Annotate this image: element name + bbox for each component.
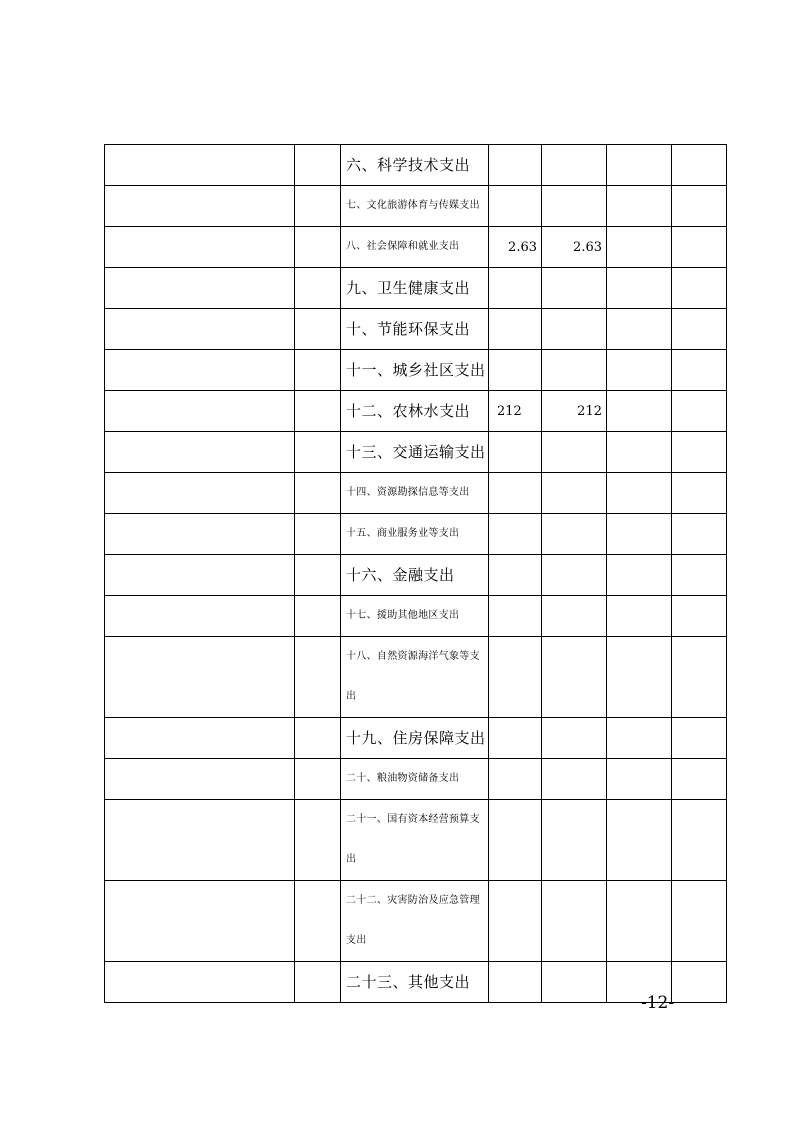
value-cell [607, 881, 672, 962]
value-cell [542, 800, 607, 881]
table-row [105, 350, 727, 391]
table-row [105, 555, 727, 596]
value-cell [489, 350, 542, 391]
table-cell [105, 881, 295, 962]
value-cell [672, 473, 727, 514]
category-cell: 二十一、国有资本经营预算支出 [341, 800, 489, 881]
value-cell [672, 309, 727, 350]
value-cell: 212 [489, 391, 542, 432]
value-cell [489, 555, 542, 596]
table-row [105, 309, 727, 350]
value-cell [489, 268, 542, 309]
table-cell [295, 555, 341, 596]
value-cell [607, 391, 672, 432]
table-cell [105, 268, 295, 309]
table-cell [105, 432, 295, 473]
category-cell: 八、社会保障和就业支出 [341, 227, 489, 268]
table-cell [295, 514, 341, 555]
category-cell: 十、节能环保支出 [341, 309, 489, 350]
value-cell [607, 596, 672, 637]
value-cell [607, 145, 672, 186]
budget-expenditure-table [104, 144, 727, 1003]
value-cell [489, 309, 542, 350]
category-cell: 十七、援助其他地区支出 [341, 596, 489, 637]
category-cell: 九、卫生健康支出 [341, 268, 489, 309]
value-cell [672, 514, 727, 555]
value-cell [672, 227, 727, 268]
value-cell [672, 718, 727, 759]
table-cell [105, 759, 295, 800]
table-row [105, 432, 727, 473]
table-cell [295, 432, 341, 473]
table-cell [105, 145, 295, 186]
value-cell [672, 555, 727, 596]
table-row [105, 473, 727, 514]
value-cell: 212 [542, 391, 607, 432]
page-number: -12- [641, 993, 675, 1013]
category-cell: 二十、粮油物资储备支出 [341, 759, 489, 800]
value-cell [672, 596, 727, 637]
value-cell [607, 800, 672, 881]
value-cell [542, 555, 607, 596]
value-cell [607, 514, 672, 555]
table-cell [295, 596, 341, 637]
value-cell [607, 186, 672, 227]
table-cell [105, 309, 295, 350]
value-cell [672, 962, 727, 1003]
value-cell [672, 881, 727, 962]
value-cell [607, 718, 672, 759]
table-row [105, 145, 727, 186]
value-cell [672, 145, 727, 186]
value-cell [607, 432, 672, 473]
value-cell [672, 637, 727, 718]
value-cell [489, 637, 542, 718]
category-cell: 十四、资源勘探信息等支出 [341, 473, 489, 514]
table-cell [295, 391, 341, 432]
value-cell [607, 350, 672, 391]
value-cell [672, 800, 727, 881]
table-row [105, 800, 727, 881]
category-cell: 七、文化旅游体育与传媒支出 [341, 186, 489, 227]
value-cell [607, 268, 672, 309]
value-cell [607, 637, 672, 718]
value-cell [542, 350, 607, 391]
value-cell [489, 432, 542, 473]
table-cell [105, 596, 295, 637]
value-cell [607, 759, 672, 800]
category-cell: 二十三、其他支出 [341, 962, 489, 1003]
value-cell [542, 432, 607, 473]
category-cell: 十六、金融支出 [341, 555, 489, 596]
table-row [105, 186, 727, 227]
value-cell [489, 962, 542, 1003]
value-cell [542, 514, 607, 555]
table-cell [105, 555, 295, 596]
table-cell [105, 718, 295, 759]
table-cell [295, 637, 341, 718]
value-cell [607, 555, 672, 596]
value-cell [542, 268, 607, 309]
value-cell [542, 881, 607, 962]
value-cell [489, 596, 542, 637]
table-row [105, 391, 727, 432]
table-cell [105, 637, 295, 718]
table-cell [295, 473, 341, 514]
value-cell [542, 962, 607, 1003]
value-cell [542, 309, 607, 350]
category-cell: 十一、城乡社区支出 [341, 350, 489, 391]
value-cell [489, 759, 542, 800]
table-cell [105, 514, 295, 555]
table-row [105, 637, 727, 718]
table-cell [105, 962, 295, 1003]
value-cell [542, 186, 607, 227]
value-cell [607, 227, 672, 268]
value-cell: 2.63 [542, 227, 607, 268]
table-cell [295, 759, 341, 800]
value-cell [672, 432, 727, 473]
category-cell: 十九、住房保障支出 [341, 718, 489, 759]
table-cell [295, 145, 341, 186]
table-row [105, 227, 727, 268]
value-cell [542, 718, 607, 759]
value-cell [542, 473, 607, 514]
value-cell [489, 881, 542, 962]
table-cell [295, 881, 341, 962]
category-cell: 六、科学技术支出 [341, 145, 489, 186]
value-cell [489, 800, 542, 881]
table-cell [295, 309, 341, 350]
value-cell [489, 145, 542, 186]
category-cell: 十二、农林水支出 [341, 391, 489, 432]
value-cell [489, 473, 542, 514]
value-cell [489, 514, 542, 555]
value-cell [607, 473, 672, 514]
table-row [105, 759, 727, 800]
value-cell [489, 718, 542, 759]
value-cell [672, 268, 727, 309]
table-cell [295, 350, 341, 391]
value-cell [672, 759, 727, 800]
table-cell [295, 800, 341, 881]
value-cell [672, 350, 727, 391]
table-cell [295, 227, 341, 268]
table-cell [295, 186, 341, 227]
category-cell: 十五、商业服务业等支出 [341, 514, 489, 555]
table-cell [105, 800, 295, 881]
value-cell [672, 186, 727, 227]
value-cell [542, 596, 607, 637]
category-cell: 十八、自然资源海洋气象等支出 [341, 637, 489, 718]
value-cell [542, 759, 607, 800]
table-cell [105, 227, 295, 268]
table-cell [105, 473, 295, 514]
table-row [105, 514, 727, 555]
table-row [105, 718, 727, 759]
category-cell: 十三、交通运输支出 [341, 432, 489, 473]
value-cell [672, 391, 727, 432]
value-cell [542, 145, 607, 186]
value-cell [489, 186, 542, 227]
table-row [105, 596, 727, 637]
value-cell [607, 309, 672, 350]
table-cell [105, 391, 295, 432]
value-cell [542, 637, 607, 718]
table-cell [295, 962, 341, 1003]
table-row [105, 881, 727, 962]
category-cell: 二十二、灾害防治及应急管理支出 [341, 881, 489, 962]
table-cell [295, 718, 341, 759]
table-cell [105, 350, 295, 391]
table-cell [295, 268, 341, 309]
table-row [105, 962, 727, 1003]
table-cell [105, 186, 295, 227]
value-cell: 2.63 [489, 227, 542, 268]
table-row [105, 268, 727, 309]
